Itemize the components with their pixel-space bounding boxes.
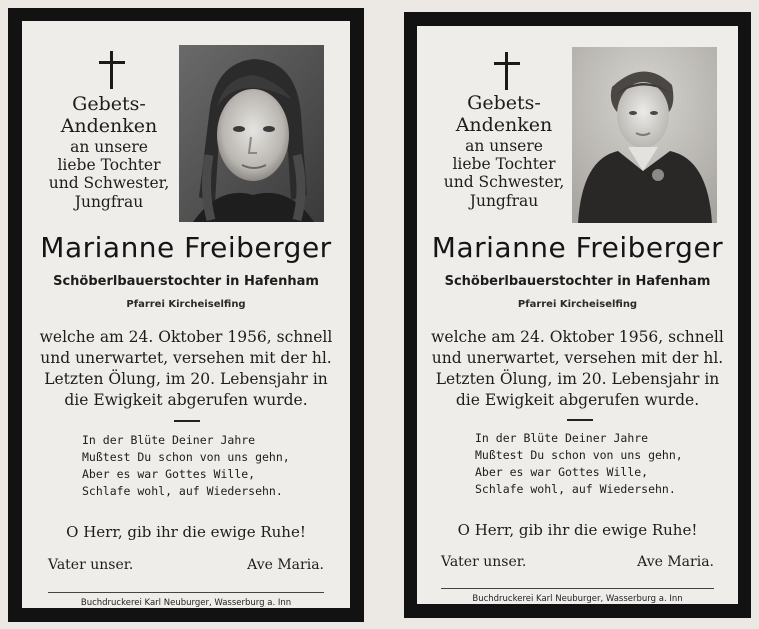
obituary-line-3: Letzten Ölung, im 20. Lebensjahr in xyxy=(44,370,328,388)
intro-line-3: und Schwester, xyxy=(48,174,170,193)
memorial-card-right xyxy=(404,12,751,618)
intro-line-1: an unsere xyxy=(465,136,543,155)
separator-dash xyxy=(567,419,593,421)
intro-block xyxy=(429,92,579,210)
memorial-card-left xyxy=(8,8,364,622)
prayer-line: O Herr, gib ihr die ewige Ruhe! xyxy=(457,521,698,539)
prayer-line: O Herr, gib ihr die ewige Ruhe! xyxy=(66,523,306,541)
separator-dash xyxy=(174,420,200,422)
intro-line-4: Jungfrau xyxy=(74,192,144,211)
footer-rule xyxy=(48,592,324,593)
poem-line-1: In der Blüte Deiner Jahre xyxy=(82,433,256,447)
closing-right: Ave Maria. xyxy=(637,554,714,570)
printer-imprint: Buchdruckerei Karl Neuburger, Wasserburg a. Inn xyxy=(472,594,683,604)
parish-line: Pfarrei Kircheiselfing xyxy=(517,299,638,310)
card-paper xyxy=(22,21,350,608)
obituary-line-1: welche am 24. Oktober 1956, schnell xyxy=(431,328,724,346)
heading-line-2: Andenken xyxy=(60,115,158,138)
closing-left: Vater unser. xyxy=(441,554,527,570)
poem-block xyxy=(82,432,290,500)
closing-right: Ave Maria. xyxy=(247,557,324,573)
obituary-line-2: und unerwartet, versehen mit der hl. xyxy=(40,349,332,367)
intro-block xyxy=(34,93,184,211)
poem-line-3: Aber es war Gottes Wille, xyxy=(82,467,256,481)
intro-line-3: und Schwester, xyxy=(443,173,565,192)
obituary-text xyxy=(417,327,738,411)
card-paper xyxy=(417,26,738,604)
poem-line-3: Aber es war Gottes Wille, xyxy=(475,465,649,479)
poem-line-4: Schlafe wohl, auf Wiedersehn. xyxy=(475,482,676,496)
cross-icon xyxy=(492,52,522,92)
occupation-line: Schöberlbauerstochter in Hafenham xyxy=(444,274,711,289)
obituary-line-2: und unerwartet, versehen mit der hl. xyxy=(431,349,724,367)
printer-imprint: Buchdruckerei Karl Neuburger, Wasserburg a. Inn xyxy=(80,598,292,608)
obituary-line-4: die Ewigkeit abgerufen wurde. xyxy=(64,391,308,409)
obituary-text xyxy=(22,327,350,411)
portrait-photo xyxy=(572,47,717,223)
intro-line-1: an unsere xyxy=(70,137,148,156)
closing-left: Vater unser. xyxy=(48,557,134,573)
obituary-line-3: Letzten Ölung, im 20. Lebensjahr in xyxy=(435,370,720,388)
heading-line-1: Gebets- xyxy=(467,92,541,114)
portrait-girl-coat-image xyxy=(572,47,717,223)
poem-line-2: Mußtest Du schon von uns gehn, xyxy=(82,450,290,464)
heading-line-1: Gebets- xyxy=(72,93,146,115)
footer-rule xyxy=(441,588,714,589)
deceased-name: Marianne Freiberger xyxy=(431,231,724,264)
poem-line-1: In der Blüte Deiner Jahre xyxy=(475,431,649,445)
heading-line-2: Andenken xyxy=(455,114,553,137)
obituary-line-4: die Ewigkeit abgerufen wurde. xyxy=(455,391,700,409)
intro-line-2: liebe Tochter xyxy=(57,156,161,175)
poem-block xyxy=(475,430,683,498)
obituary-line-1: welche am 24. Oktober 1956, schnell xyxy=(39,328,333,346)
intro-line-2: liebe Tochter xyxy=(452,155,556,174)
portrait-photo xyxy=(179,45,324,222)
occupation-line: Schöberlbauerstochter in Hafenham xyxy=(53,274,319,289)
portrait-girl-braids-image xyxy=(179,45,324,222)
poem-line-2: Mußtest Du schon von uns gehn, xyxy=(475,448,683,462)
deceased-name: Marianne Freiberger xyxy=(40,231,332,264)
cross-icon xyxy=(97,51,127,91)
poem-line-4: Schlafe wohl, auf Wiedersehn. xyxy=(82,484,283,498)
parish-line: Pfarrei Kircheiselfing xyxy=(126,299,246,310)
intro-line-4: Jungfrau xyxy=(469,191,539,210)
